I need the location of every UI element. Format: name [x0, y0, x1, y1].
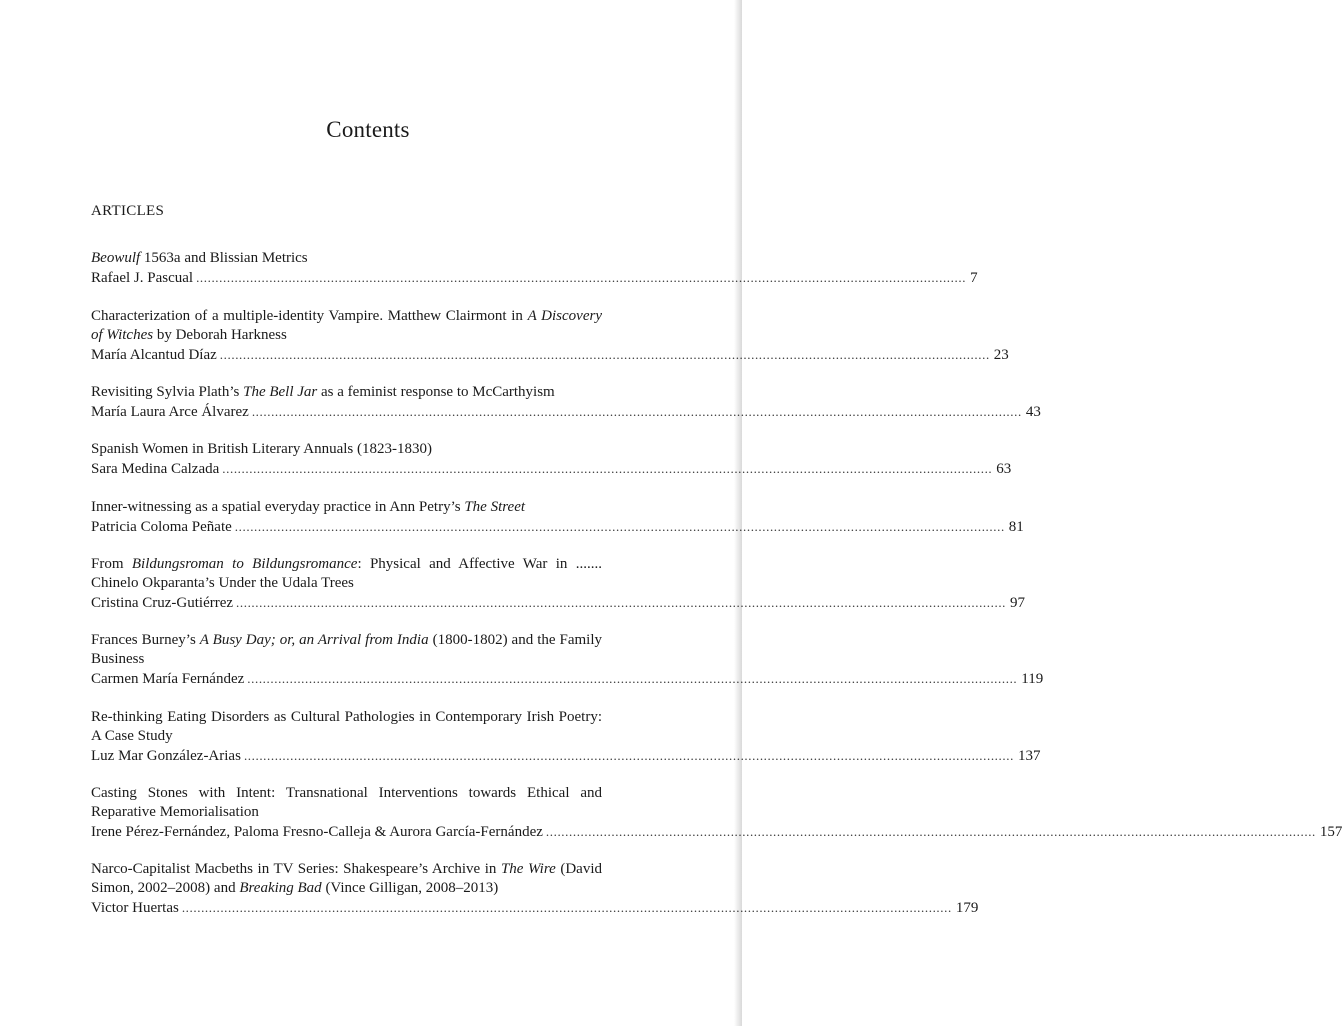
dot-leader: ........................................................................................................................................................................................................: [196, 270, 967, 285]
author-line: [91, 517, 1024, 537]
toc-entry[interactable]: [91, 249, 978, 288]
entry-page-number: 97: [1010, 595, 1026, 611]
author-line: [91, 268, 978, 288]
entry-page-number: 119: [1021, 671, 1044, 687]
dot-leader: ........................................................................................................................................................................................................: [545, 824, 1316, 839]
author-line: [91, 746, 1041, 766]
entry-title-italic-part: Breaking Bad: [239, 880, 322, 896]
page-title: Contents: [326, 117, 410, 142]
author-line: [91, 593, 1026, 613]
entry-title-part: Characterization of a multiple-identity Vampire. Matthew Clairmont in: [91, 308, 528, 324]
entry-page-number: 7: [970, 270, 978, 286]
entry-title: [91, 631, 602, 669]
entry-author: María Laura Arce Álvarez: [91, 404, 249, 420]
entry-title: [91, 498, 602, 517]
entry-title-part: Frances Burney’s: [91, 632, 200, 648]
entry-title: [91, 307, 602, 345]
entry-title-part: Inner-witnessing as a spatial everyday practice in Ann Petry’s: [91, 499, 465, 515]
toc-entry[interactable]: [91, 708, 1041, 766]
section-heading-articles: ARTICLES: [91, 203, 165, 219]
toc-entry[interactable]: [91, 498, 1024, 537]
entry-title-part: as a feminist response to McCarthyism: [317, 384, 555, 400]
author-line: [91, 345, 1009, 365]
toc-entry[interactable]: [91, 307, 1009, 365]
entry-title-part: Casting Stones with Intent: Transnational Interventions towards Ethical and Reparative Memorialisation: [91, 785, 602, 820]
entry-title-italic-part: Beowulf: [91, 250, 141, 266]
entry-title: [91, 860, 602, 898]
entry-author: Irene Pérez-Fernández, Paloma Fresno-Calleja & Aurora García-Fernández: [91, 824, 543, 840]
entry-author: Luz Mar González-Arias: [91, 748, 241, 764]
entry-page-number: 43: [1025, 404, 1041, 420]
entry-title-part: (1800-1802) and the Family Business: [91, 632, 602, 667]
entry-title: [91, 383, 602, 402]
toc-entry[interactable]: [91, 383, 1041, 422]
entry-page-number: 63: [996, 461, 1012, 477]
dot-leader: ........................................................................................................................................................................................................: [236, 595, 1007, 610]
entry-author: Victor Huertas: [91, 900, 179, 916]
dot-leader: ........................................................................................................................................................................................................: [234, 519, 1005, 534]
entry-title: [91, 555, 602, 593]
entry-page-number: 179: [955, 900, 979, 916]
toc-entry[interactable]: [91, 555, 1026, 613]
entry-title-part: (David Simon, 2002–2008) and: [91, 861, 602, 896]
entry-author: Carmen María Fernández: [91, 671, 245, 687]
entry-page-number: 137: [1017, 748, 1041, 764]
entry-author: María Alcantud Díaz: [91, 347, 217, 363]
entry-title-italic-part: A Discovery of Witches: [91, 308, 602, 343]
entry-title-part: (Vince Gilligan, 2008–2013): [321, 880, 499, 896]
author-line: [91, 669, 1044, 689]
entry-title-part: : Physical and Affective War in ....... Chinelo Okparanta’s Under the Udala Trees: [91, 556, 602, 591]
page-edge-shadow: [734, 0, 742, 1026]
entry-title: [91, 440, 602, 459]
dot-leader: ........................................................................................................................................................................................................: [247, 671, 1018, 686]
entry-title-italic-part: The Street: [464, 499, 526, 515]
toc-entry[interactable]: [91, 860, 979, 918]
dot-leader: ........................................................................................................................................................................................................: [219, 347, 990, 362]
entry-author: Sara Medina Calzada: [91, 461, 220, 477]
entry-author: Rafael J. Pascual: [91, 270, 194, 286]
toc-entry[interactable]: [91, 784, 1342, 842]
dot-leader: ........................................................................................................................................................................................................: [251, 404, 1022, 419]
author-line: [91, 898, 979, 918]
entry-title-part: 1563a and Blissian Metrics: [140, 250, 308, 266]
entry-title-italic-part: A Busy Day; or, an Arrival from India: [199, 632, 429, 648]
entry-title: [91, 708, 602, 746]
entry-title-part: Narco-Capitalist Macbeths in TV Series: Shakespeare’s Archive in: [91, 861, 501, 877]
dot-leader: ........................................................................................................................................................................................................: [243, 748, 1014, 763]
toc-entry[interactable]: [91, 440, 1012, 479]
entry-title-italic-part: The Bell Jar: [243, 384, 318, 400]
author-line: [91, 402, 1041, 422]
entry-title-part: Revisiting Sylvia Plath’s: [91, 384, 244, 400]
dot-leader: ........................................................................................................................................................................................................: [222, 461, 993, 476]
entry-title: [91, 784, 602, 822]
entry-title-part: From: [91, 556, 132, 572]
entry-author: Cristina Cruz-Gutiérrez: [91, 595, 234, 611]
author-line: [91, 459, 1012, 479]
entry-title-italic-part: Bildungsroman to Bildungsromance: [131, 556, 358, 572]
entry-title-part: Re-thinking Eating Disorders as Cultural Pathologies in Contemporary Irish Poetry: A Case Study: [91, 709, 602, 744]
entry-title: [91, 249, 602, 268]
entry-title-part: by Deborah Harkness: [153, 327, 287, 343]
entry-title-part: Spanish Women in British Literary Annuals (1823-1830): [91, 441, 432, 457]
entry-page-number: 23: [993, 347, 1009, 363]
toc-entry[interactable]: [91, 631, 1044, 689]
entry-title-italic-part: The Wire: [500, 861, 556, 877]
author-line: [91, 822, 1342, 842]
entry-page-number: 157: [1319, 824, 1342, 840]
entry-author: Patricia Coloma Peñate: [91, 519, 232, 535]
entry-page-number: 81: [1008, 519, 1024, 535]
dot-leader: ........................................................................................................................................................................................................: [181, 900, 952, 915]
